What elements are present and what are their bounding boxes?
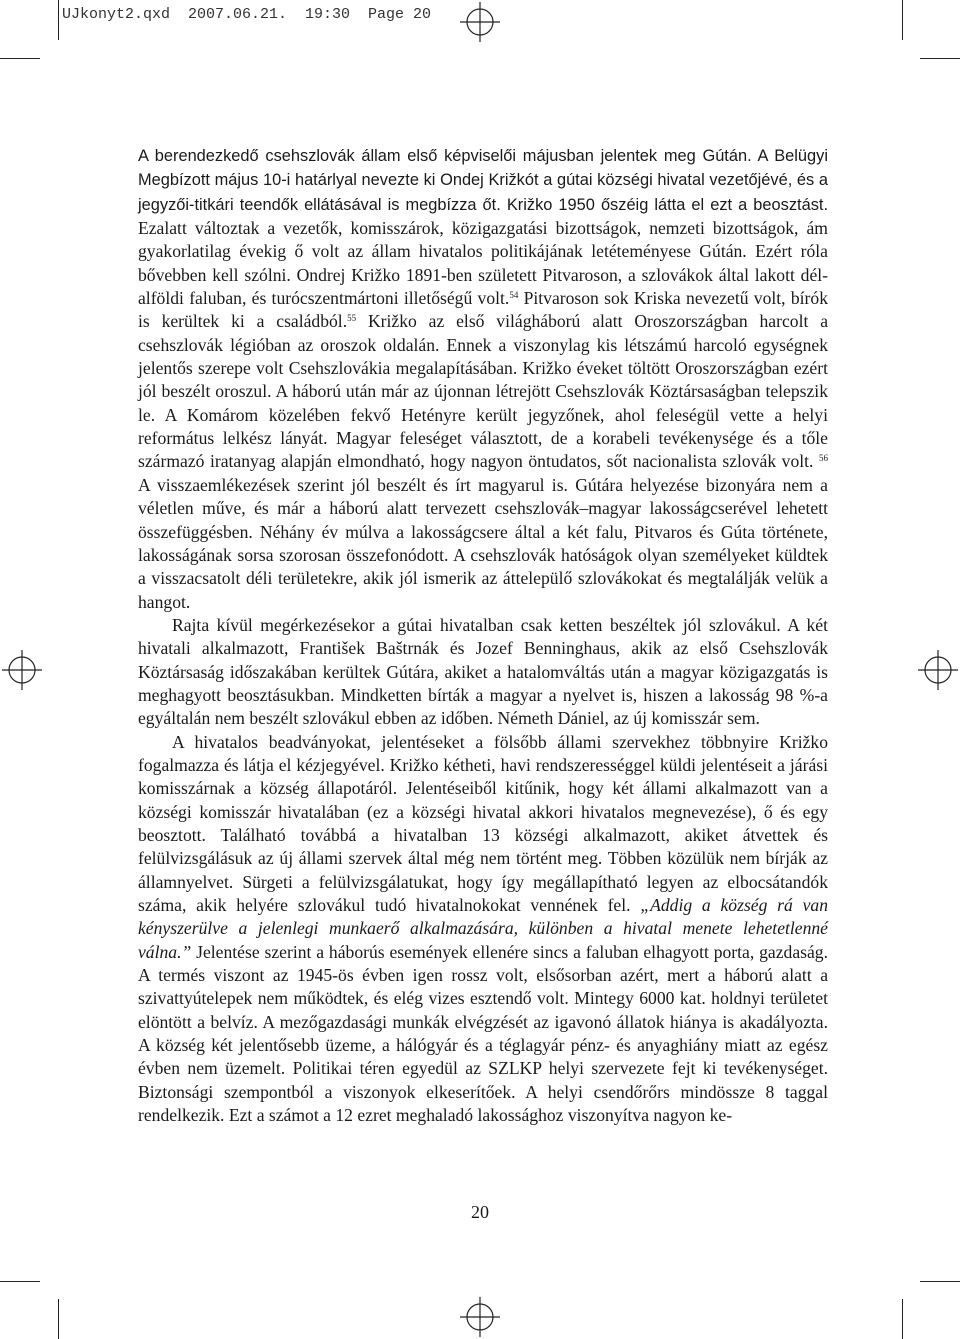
footnote-ref-55: 55 [347, 313, 357, 324]
footnote-ref-56: 56 [819, 453, 828, 464]
paragraph-1 [138, 144, 828, 614]
paragraph-3-body: A hivatalos beadványokat, jelentéseket a fölsőbb állami szervekhez többnyire Križko fogalmazza és látja el kézjegyével. Križko kétheti, havi rendszerességgel küldi jelentéseit a járási komisszárnak a község állapotáról. Jelentéseiből kitűnik, hogy két állami alkalmazott van a községi komisszár hivatalában (ez a községi hivatal akkori hivatalos megnevezése), ő és egy beosztott. Található továbbá a hivatalban 13 községi alkalmazott, akiket átvettek és felülvizsgálásuk az új állami szervek által még nem történt meg. Többen közülük nem bírják az államnyelvet. Sürgeti a felülvizsgálatukat, hogy így megállapítható legyen az elbocsátandók száma, akik helyére szlovákul tudó hivatalnokokat vennének fel. [138, 731, 828, 915]
registration-mark-top [460, 2, 500, 42]
page-number: 20 [471, 1202, 489, 1222]
paragraph-1-body: Ezalatt változtak a vezetők, komisszárok, közigazgatási bizottságok, nemzeti bizottságok, ám gyakorlatilag évekig ő volt az állam hivatalos politikájának letéteményese Gútán. Ezért róla bővebben kell szólni. Ondrej Križko 1891-ben született Pitvaroson, a szlovákok által lakott dél-alföldi faluban, és turócszentmártoni illetőségű volt. [138, 218, 828, 309]
paragraph-1-body-3: Križko az első világháború alatt Oroszországban harcolt a csehszlovák légióban az oroszok oldalán. Ennek a viszonylag kis létszámú harcoló egységnek jelentős szerepe volt Csehszlovákia megalapításában. Križko éveket töltött Oroszországban ezért jól beszélt oroszul. A háború után már az újonnan létrejött Csehszlovák Köztársaságban telepszik le. A Komárom közelében fekvő Hetényre került jegyzőnek, ahol feleségül vette a helyi református lelkész lányát. Magyar feleséget választott, de a korabeli tevékenysége és a tőle származó iratanyag alapján elmondható, hogy nagyon öntudatos, sőt nacionalista szlovák volt. [138, 311, 829, 472]
registration-mark-right [918, 650, 958, 690]
paragraph-1-body-2: Pitvaroson sok Kriska nevezetű volt, bírók is kerültek ki a családból. [138, 288, 828, 332]
paragraph-3 [138, 731, 828, 1128]
paragraph-1-body-4: A visszaemlékezések szerint jól beszélt és írt magyarul is. Gútára helyezése bizonyára nem a véletlen műve, és már a háború alatt tervezett csehszlovák–magyar lakosságcserével lehetett összefüggésben. Néhány év múlva a lakosságcsere által a két falu, Pitvaros és Gúta története, lakosságának sorsa szorosan összefonódott. A csehszlovák hatóságok olyan személyeket küldtek a visszacsatolt déli területekre, akik jól ismerik az áttelepülő szlovákokat és megtalálják velük a hangot. [138, 474, 828, 612]
paragraph-3-body-2: Jelentése szerint a háborús események ellenére sincs a faluban elhagyott porta, gazdaság. A termés viszont az 1945-ös évben igen rossz volt, elsősorban azért, mert a háború alatt a szivattyútelepek nem működtek, és elég vizes esztendő volt. Mintegy 6000 kat. holdnyi területet elöntött a belvíz. A mezőgazdasági munkák elvégzését az igavonó állatok hiánya is akadályozta. A község két jelentősebb üzeme, a hálógyár és a téglagyár pénz- és anyaghiány miatt az egész évben nem üzemelt. Politikai téren egyedül az SZLKP helyi szervezete fejt ki tevékenységet. Biztonsági szempontból a viszonyok elkeserítőek. A helyi csendőrőrs mindössze 8 taggal rendelkezik. Ezt a számot a 12 ezret meghaladó lakossághoz viszonyítva nagyon ke- [138, 941, 828, 1126]
registration-mark-left [2, 650, 42, 690]
body-text [138, 144, 828, 1127]
registration-mark-bottom [460, 1297, 500, 1337]
paragraph-1-intro: A berendezkedő csehszlovák állam első képviselői májusban jelentek meg Gútán. A Belügyi Megbízott május 10-i határlyal nevezte ki Ondej Križkót a gútai községi hivatal vezetőjévé, és a jegyzői-titkári teendők ellátásával is megbízza őt. Križko 1950 őszéig látta el ezt a beosztást. [138, 147, 828, 214]
footnote-ref-54: 54 [509, 290, 519, 301]
paragraph-3-quote: „Addig a község rá van kényszerülve a jelenlegi munkaerő alkalmazására, különben a hivatal menete lehetetlenné válna.” [138, 895, 829, 962]
paragraph-2: Rajta kívül megérkezésekor a gútai hivatalban csak ketten beszéltek jól szlovákul. A két hivatali alkalmazott, František Baštrnák és Jozef Benninghaus, akik az első Csehszlovák Köztársaság időszakában kerültek Gútára, akiket a hatalomváltás után a magyar közigazgatás is meghagyott beosztásukban. Mindketten bírták a magyar a nyelvet is, hiszen a lakosság 98 %-a egyáltalán nem beszélt szlovákul ebben az időben. Németh Dániel, az új komisszár sem. [138, 614, 828, 729]
slug-line: UJkonyt2.qxd 2007.06.21. 19:30 Page 20 [62, 6, 432, 23]
